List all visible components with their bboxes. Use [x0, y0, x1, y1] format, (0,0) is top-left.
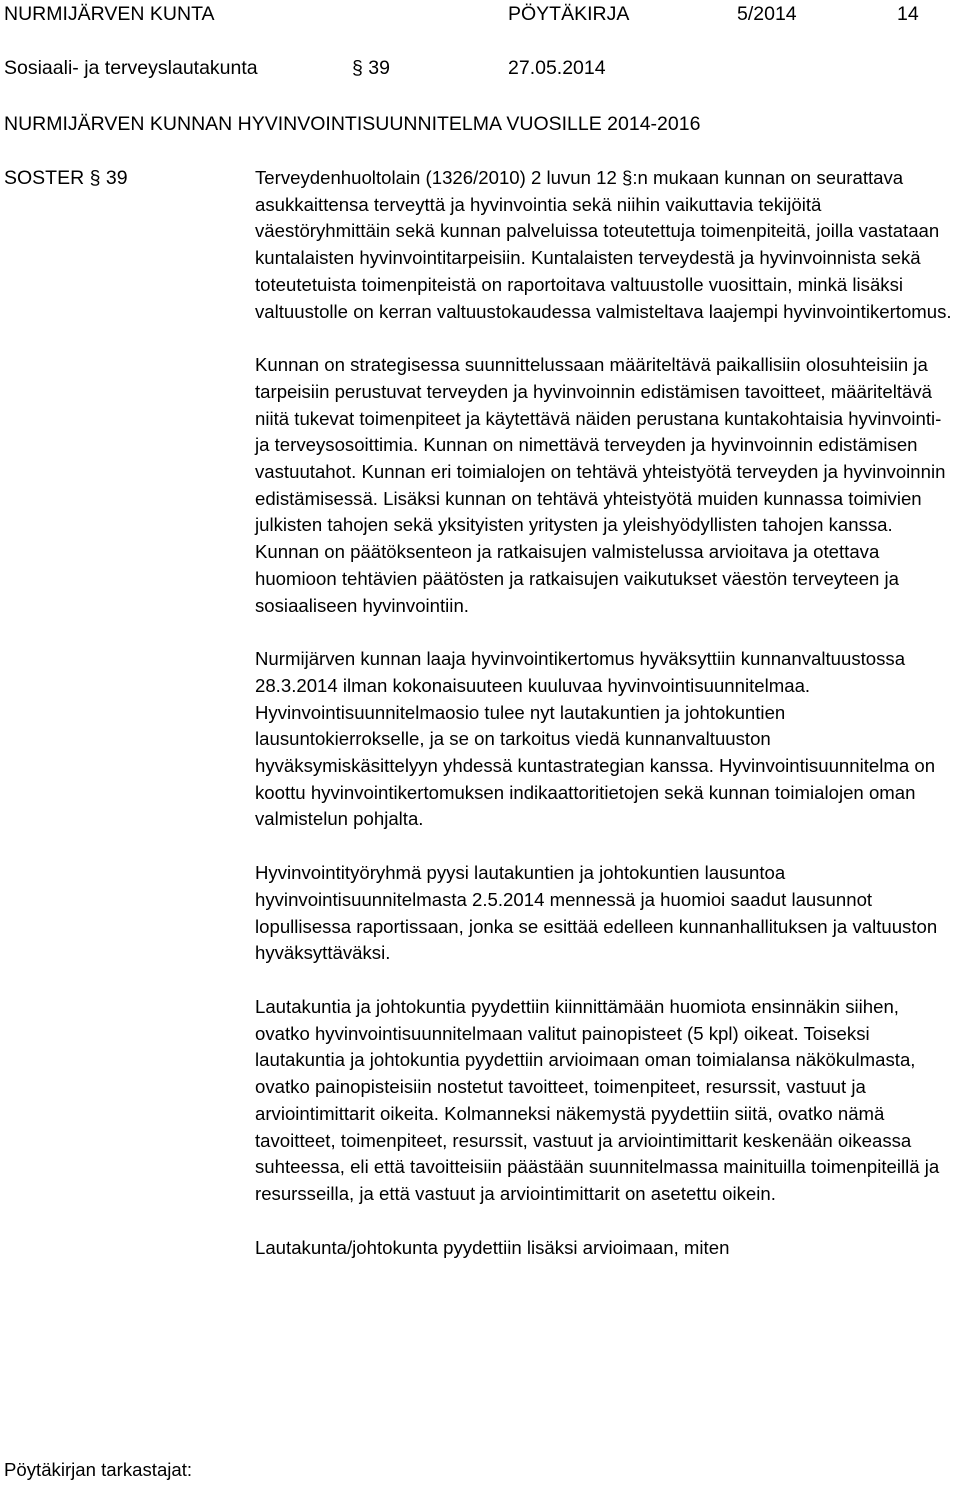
paragraph: Kunnan on strategisessa suunnittelussaan määriteltävä paikallisiin olosuhteisiin ja tarpeisiin perustuvat terveyden ja hyvinvoinnin edistämisen tavoitteet, määriteltävä niitä tukevat toimenpiteet ja käytettävä näiden perustana kuntakohtaisia hyvinvointi- ja terveysosoittimia. Kunnan on nimettävä terveyden ja hyvinvoinnin edistämisen vastuutahot. Kunnan eri toimialojen on tehtävä yhteistyötä terveyden ja hyvinvoinnin edistämisessä. Lisäksi kunnan on tehtävä yhteistyötä muiden kunnassa toimivien julkisten tahojen sekä yksityisten yritysten ja yleishyödyllisten tahojen kanssa. Kunnan on päätöksenteon ja ratkaisujen valmistelussa arvioitava ja otettava huomioon tehtävien päätösten ja ratkaisujen vaikutukset väestön terveyteen ja sosiaaliseen hyvinvointiin. [255, 354, 946, 616]
footer-inspectors-label: Pöytäkirjan tarkastajat: [4, 1459, 193, 1480]
document-type: PÖYTÄKIRJA [508, 3, 630, 25]
paragraph: Lautakuntia ja johtokuntia pyydettiin kiinnittämään huomiota ensinnäkin siihen, ovatko hyvinvointisuunnitelmaan valitut painopisteet (5 kpl) oikeat. Toiseksi lautakuntia ja johtokuntia pyydettiin arvioimaan oman toimialansa näkökulmasta, ovatko painopisteisiin nostetut tavoitteet, toimenpiteet, resurssit, vastuut ja arviointimittarit oikeita. Kolmanneksi näkemystä pyydettiin siitä, ovatko nämä tavoitteet, toimenpiteet, resurssit, vastuut ja arviointimittarit keskenään oikeassa suhteessa, eli että tavoitteisiin päästään suunnitelmassa mainituilla toimenpiteillä ja resursseilla, ja että vastuut ja arviointimittarit on asetettu oikein. [255, 995, 940, 1204]
document-number: 5/2014 [737, 3, 797, 25]
board-name: Sosiaali- ja terveyslautakunta [4, 57, 258, 79]
paragraph: Lautakunta/johtokunta pyydettiin lisäksi arvioimaan, miten [255, 1236, 730, 1258]
document-title: NURMIJÄRVEN KUNNAN HYVINVOINTISUUNNITELMA VUOSILLE 2014-2016 [4, 113, 701, 135]
meeting-date: 27.05.2014 [508, 57, 606, 79]
page-number: 14 [897, 3, 919, 25]
organization-name: NURMIJÄRVEN KUNTA [4, 3, 215, 25]
paragraph: Terveydenhuoltolain (1326/2010) 2 luvun 12 §:n mukaan kunnan on seurattava asukkaittensa terveyttä ja hyvinvointia sekä niihin vaikuttavia tekijöitä väestöryhmittäin sekä kunnan palveluissa toteutettuja toimenpiteitä, joilla vastataan kuntalaisten hyvinvointitarpeisiin. Kuntalaisten terveydestä ja hyvinvoinnista sekä toteutetuista toimenpiteistä on raportoitava valtuustolle vuosittain, minkä lisäksi valtuustolle on kerran valtuustokaudessa valmisteltava laajempi hyvinvointikertomus. [255, 167, 952, 322]
section-reference: § 39 [352, 57, 390, 79]
paragraph: Nurmijärven kunnan laaja hyvinvointikertomus hyväksyttiin kunnanvaltuustossa 28.3.2014 ilman kokonaisuuteen kuuluvaa hyvinvointisuunnitelmaa. Hyvinvointisuunnitelmaosio tulee nyt lautakuntien ja johtokuntien lausuntokierrokselle, ja se on tarkoitus viedä kunnanvaltuuston hyväksymiskäsittelyyn yhdessä kuntastrategian kanssa. Hyvinvointisuunnitelma on koottu hyvinvointikertomuksen indikaattoritietojen sekä kunnan toimialojen oman valmistelun pohjalta. [255, 648, 936, 830]
section-label: SOSTER § 39 [4, 167, 128, 189]
document-body [255, 165, 953, 1288]
paragraph: Hyvinvointityöryhmä pyysi lautakuntien ja johtokuntien lausuntoa hyvinvointisuunnitelmasta 2.5.2014 mennessä ja huomioi saadut lausunnot lopullisessa raportissaan, jonka se esittää edelleen kunnanhallituksen ja valtuuston hyväksyttäväksi. [255, 862, 938, 964]
